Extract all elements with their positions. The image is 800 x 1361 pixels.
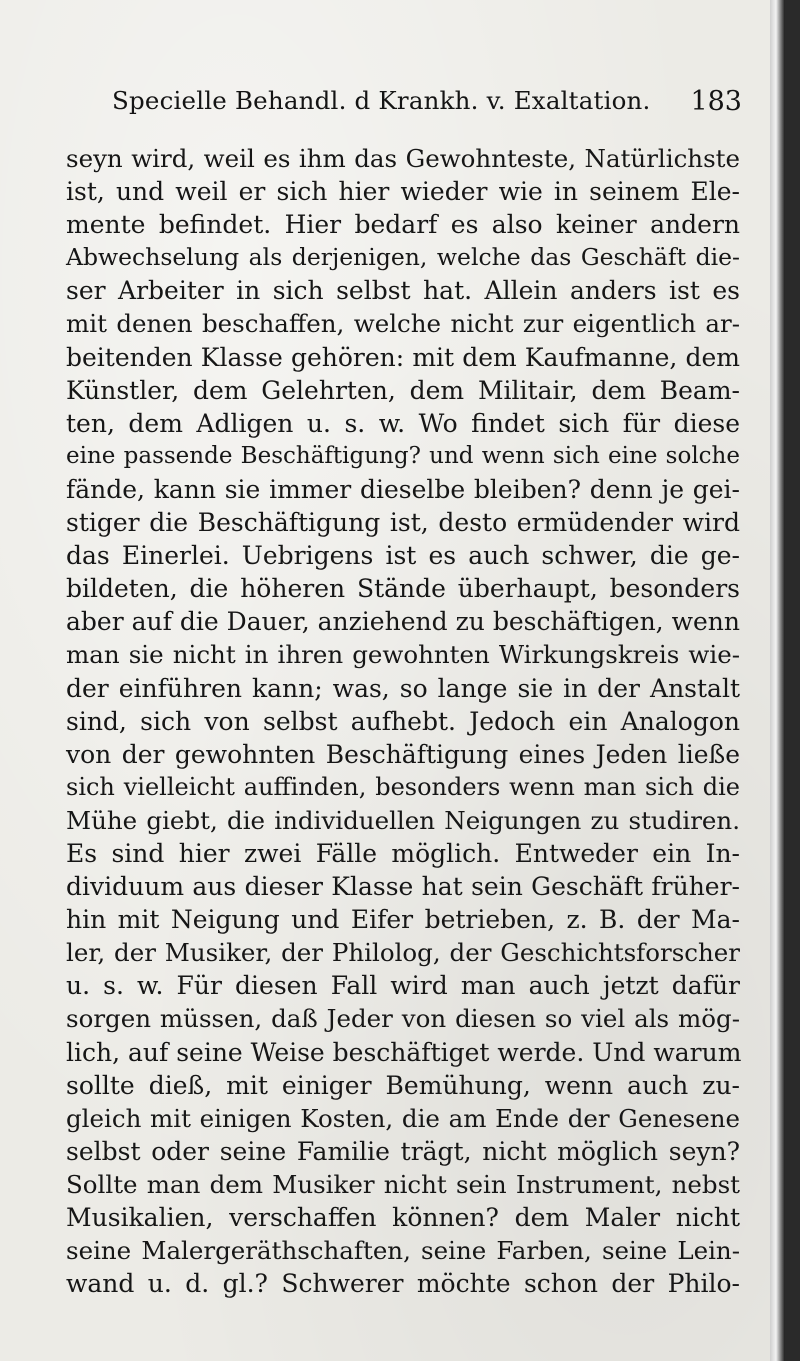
text-line: eine passende Beschäftigung? und wenn sich eine solche	[66, 442, 740, 469]
text-line: Musikalien, verschaffen können? dem Maler nicht	[66, 1203, 740, 1232]
text-line: fände, kann sie immer dieselbe bleiben? denn je gei-	[66, 474, 740, 504]
text-line: aber auf die Dauer, anziehend zu beschäftigen, wenn	[66, 607, 740, 637]
body-text	[66, 142, 740, 1300]
text-line: ler, der Musiker, der Philolog, der Geschichtsforscher	[66, 938, 740, 968]
text-line: gleich mit einigen Kosten, die am Ende der Genesene	[66, 1103, 740, 1133]
text-line: das Einerlei. Uebrigens ist es auch schwer, die ge-	[66, 541, 740, 571]
text-line: seine Malergeräthschaften, seine Farben, seine Lein-	[66, 1236, 740, 1266]
text-line: von der gewohnten Beschäftigung eines Jeden ließe	[66, 739, 740, 769]
text-line: sorgen müssen, daß Jeder von diesen so viel als mög-	[66, 1004, 740, 1034]
text-line: ist, und weil er sich hier wieder wie in seinem Ele-	[66, 177, 740, 207]
text-line: mit denen beschaffen, welche nicht zur eigentlich ar-	[66, 309, 740, 339]
text-line: hin mit Neigung und Eifer betrieben, z. B. der Ma-	[66, 905, 740, 935]
text-line: Mühe giebt, die individuellen Neigungen zu studiren.	[66, 805, 740, 835]
page-header	[112, 86, 742, 126]
page-edge-shadow	[770, 0, 785, 1361]
text-line: lich, auf seine Weise beschäftiget werde. Und warum	[66, 1037, 742, 1067]
text-line: Sollte man dem Musiker nicht sein Instrument, nebst	[66, 1169, 740, 1199]
text-line: sind, sich von selbst aufhebt. Jedoch ein Analogon	[66, 706, 740, 736]
text-line: seyn wird, weil es ihm das Gewohnteste, Natürlichste	[66, 144, 740, 173]
text-line: stiger die Beschäftigung ist, desto ermüdender wird	[66, 508, 740, 538]
text-line: Abwechselung als derjenigen, welche das Geschäft die-	[66, 243, 740, 272]
text-line: Künstler, dem Gelehrten, dem Militair, dem Beam-	[66, 375, 740, 405]
text-line: sollte dieß, mit einiger Bemühung, wenn auch zu-	[66, 1070, 740, 1100]
page-number: 183	[690, 86, 742, 117]
text-line: u. s. w. Für diesen Fall wird man auch jetzt dafür	[66, 971, 740, 1001]
text-line: man sie nicht in ihren gewohnten Wirkungskreis wie-	[66, 640, 740, 670]
text-line: wand u. d. gl.? Schwerer möchte schon der Philo-	[66, 1269, 740, 1299]
text-line: dividuum aus dieser Klasse hat sein Geschäft früher-	[66, 872, 740, 902]
text-line: beitenden Klasse gehören: mit dem Kaufmanne, dem	[66, 342, 740, 372]
text-line: ten, dem Adligen u. s. w. Wo findet sich für diese	[66, 408, 740, 438]
running-title: Specielle Behandl. d Krankh. v. Exaltation.	[112, 86, 651, 115]
text-line: selbst oder seine Familie trägt, nicht möglich seyn?	[66, 1136, 740, 1166]
text-line: Es sind hier zwei Fälle möglich. Entweder ein In-	[66, 838, 740, 868]
text-line: bildeten, die höheren Stände überhaupt, besonders	[66, 574, 740, 604]
text-line: mente befindet. Hier bedarf es also keiner andern	[66, 210, 740, 240]
text-line: ser Arbeiter in sich selbst hat. Allein anders ist es	[66, 276, 740, 306]
text-line: der einführen kann; was, so lange sie in der Anstalt	[66, 673, 740, 703]
text-line: sich vielleicht auffinden, besonders wenn man sich die	[66, 772, 740, 801]
